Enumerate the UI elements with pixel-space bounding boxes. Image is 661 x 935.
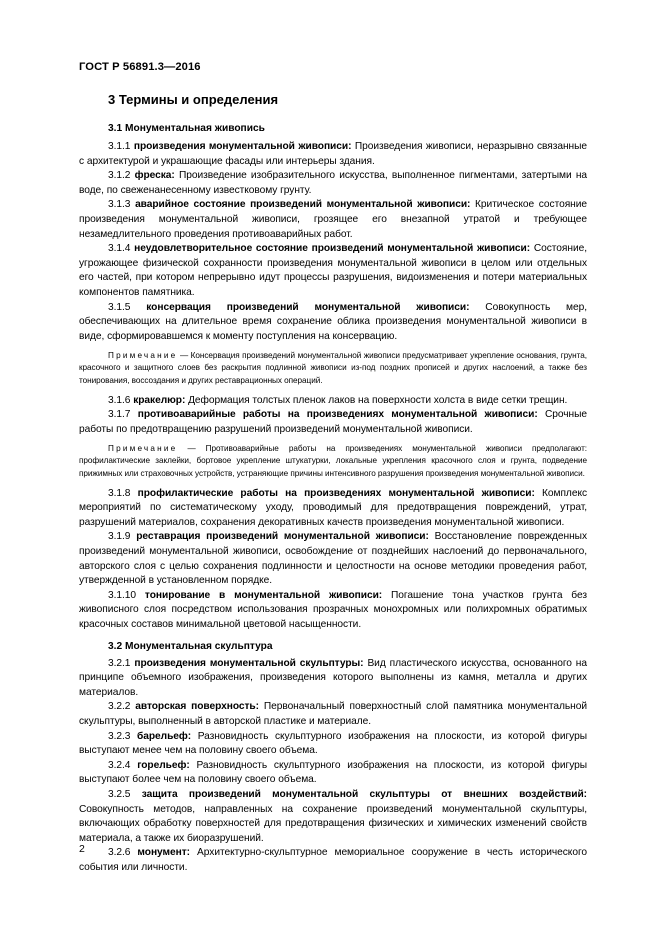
note-label: Примечание bbox=[108, 351, 178, 361]
term-definition bbox=[79, 730, 587, 759]
section-title: 3 Термины и определения bbox=[108, 92, 279, 107]
term-name: противоаварийные работы на произведениях монументальной живописи: bbox=[137, 409, 538, 421]
term-name: консервация произведений монументальной живописи: bbox=[146, 301, 470, 313]
term-text: Вид пластического искусства, основанного на принципе объемного изображения, произведения которого выполнены из камня, металла и других материалов. bbox=[79, 657, 587, 698]
term-text: Состояние, угрожающее физической сохранности произведения монументальной живописи в целом или отдельных его частей, при котором непрерывно идут процессы разрушения, видоизменения и потери материальных компонентов памятника. bbox=[79, 243, 588, 298]
term-number: 3.1.9 bbox=[108, 531, 131, 543]
term-definition bbox=[79, 788, 587, 846]
term-list-sculpture bbox=[79, 657, 587, 876]
page-content bbox=[79, 92, 587, 876]
term-name: произведения монументальной живописи: bbox=[133, 141, 352, 152]
term-text: Совокупность методов, направленных на сохранение произведений монументальной скульптуры, включающих обработку поверхностей для предотвращения физических и химических изменений свойств материала, а также их биоразрушений. bbox=[79, 803, 587, 844]
term-number: 3.1.4 bbox=[108, 243, 131, 255]
term-definition bbox=[79, 408, 587, 437]
term-number: 3.1.5 bbox=[108, 301, 131, 313]
term-name: авторская поверхность: bbox=[135, 701, 259, 713]
term-name: кракелюр: bbox=[133, 394, 186, 406]
term-text: Срочные работы по предотвращению разрушений произведений монументальной живописи. bbox=[79, 409, 588, 435]
term-definition bbox=[79, 394, 587, 409]
term-definition bbox=[79, 700, 587, 729]
note-dash: — bbox=[187, 444, 196, 454]
term-number: 3.2.2 bbox=[108, 701, 131, 713]
term-definition bbox=[79, 487, 587, 531]
term-text: Критическое состояние произведения монументальной живописи, грозящее его внезапной утратой и требующее незамедлительного проведения противоаварийных работ. bbox=[79, 199, 587, 240]
term-number: 3.2.6 bbox=[108, 847, 131, 859]
note-emergency-works bbox=[79, 443, 587, 479]
term-list-painting-3 bbox=[79, 487, 587, 633]
term-number: 3.1.10 bbox=[108, 589, 137, 601]
term-text: Произведения живописи, неразрывно связанные с архитектурой и украшающие фасады или интерьеры здания. bbox=[79, 141, 588, 167]
term-text: Разновидность скульптурного изображения на плоскости, из которой фигуры выступают менее чем на половину своего объема. bbox=[79, 730, 587, 757]
term-definition bbox=[79, 140, 587, 169]
term-list-painting-1 bbox=[79, 140, 587, 344]
term-number: 3.1.1 bbox=[108, 141, 131, 152]
term-number: 3.1.2 bbox=[108, 170, 131, 182]
term-definition bbox=[79, 301, 587, 345]
term-text: Деформация толстых пленок лаков на поверхности холста в виде сетки трещин. bbox=[188, 394, 568, 406]
note-text: Противоаварийные работы на произведениях монументальной живописи предполагают: профилактические заклейки, бортовое укрепление штукатурки, локальные укрепления красочного слоя и грунта, подведение прижимных или страховочных устройств, устраняющие причины интенсивного разрушения произведения монументальной живописи. bbox=[79, 444, 587, 478]
subsection-title-sculpture: 3.2 Монументальная скульптура bbox=[108, 640, 273, 652]
term-number: 3.1.7 bbox=[108, 409, 131, 421]
subsection-title-painting: 3.1 Монументальная живопись bbox=[108, 123, 265, 134]
term-text: Архитектурно-скульптурное мемориальное сооружение в честь исторического события или личности. bbox=[79, 847, 588, 873]
term-definition bbox=[79, 759, 587, 788]
term-name: фреска: bbox=[134, 170, 175, 182]
term-name: неудовлетворительное состояние произведений монументальной живописи: bbox=[134, 243, 531, 255]
note-label: Примечание bbox=[108, 444, 178, 454]
term-name: реставрация произведений монументальной живописи: bbox=[136, 531, 429, 543]
page-number: 2 bbox=[79, 843, 85, 855]
term-number: 3.1.6 bbox=[108, 394, 131, 406]
term-list-painting-2 bbox=[79, 394, 587, 438]
document-code: ГОСТ Р 56891.3—2016 bbox=[79, 61, 201, 73]
term-name: барельеф: bbox=[137, 730, 192, 742]
note-conservation bbox=[79, 350, 587, 386]
term-name: профилактические работы на произведениях монументальной живописи: bbox=[137, 487, 535, 499]
term-number: 3.2.5 bbox=[108, 788, 131, 800]
term-name: защита произведений монументальной скульптуры от внешних воздействий: bbox=[141, 788, 587, 800]
term-definition bbox=[79, 242, 587, 300]
term-text: Совокупность мер, обеспечивающих на длительное время сохранение облика произведения монументальной живописи в виде, сформировавшемся к моменту поступления на консервацию. bbox=[79, 301, 588, 342]
term-number: 3.2.3 bbox=[108, 730, 131, 742]
term-name: тонирование в монументальной живописи: bbox=[144, 589, 383, 601]
term-name: горельеф: bbox=[137, 759, 190, 771]
term-number: 3.1.3 bbox=[108, 199, 131, 211]
term-text: Погашение тона участков грунта без живописного слоя посредством использования прозрачных монохромных или полихромных обратимых красочных составов минимальной цветовой насыщенности. bbox=[79, 589, 587, 630]
term-text: Первоначальный поверхностный слой памятника монументальной скульптуры, выполненный в авторской пластике и материале. bbox=[79, 701, 587, 727]
term-text: Произведение изобразительного искусства, выполненное пигментами, затертыми на воде, по свеженанесенному известковому грунту. bbox=[79, 170, 588, 196]
term-name: произведения монументальной скульптуры: bbox=[134, 657, 364, 669]
term-text: Комплекс мероприятий по систематическому уходу, проводимый для предотвращения повреждений, утрат, разрушений материалов, сохранения декоративных качеств произведения монументальной живописи. bbox=[79, 487, 588, 528]
term-text: Разновидность скульптурного изображения на плоскости, из которой фигуры выступают более чем на половину своего объема. bbox=[79, 759, 588, 786]
term-definition bbox=[79, 846, 587, 875]
term-definition bbox=[79, 169, 587, 198]
term-definition bbox=[79, 530, 587, 588]
note-dash: — bbox=[179, 351, 189, 361]
term-text: Восстановление поврежденных произведений монументальной живописи, освобождение от позднейших наслоений до первоначального, авторского слоя с целью сохранения подлинности и целостности на основе методики проведения работ, утвержденной в установленном порядке. bbox=[79, 531, 587, 587]
term-definition bbox=[79, 198, 587, 242]
term-number: 3.1.8 bbox=[108, 487, 131, 499]
term-number: 3.2.4 bbox=[108, 759, 131, 771]
term-definition bbox=[79, 589, 587, 633]
term-definition bbox=[79, 657, 587, 701]
term-name: монумент: bbox=[137, 847, 191, 859]
note-text: Консервация произведений монументальной живописи предусматривает укрепление основания, грунта, красочного и защитного слоев без раскрытия подлинной живописи из-под поздних прописей и других наслоений, а также без тонирования, воссоздания и других реставрационных операций. bbox=[79, 351, 587, 385]
term-name: аварийное состояние произведений монументальной живописи: bbox=[135, 199, 471, 211]
term-number: 3.2.1 bbox=[108, 657, 131, 669]
